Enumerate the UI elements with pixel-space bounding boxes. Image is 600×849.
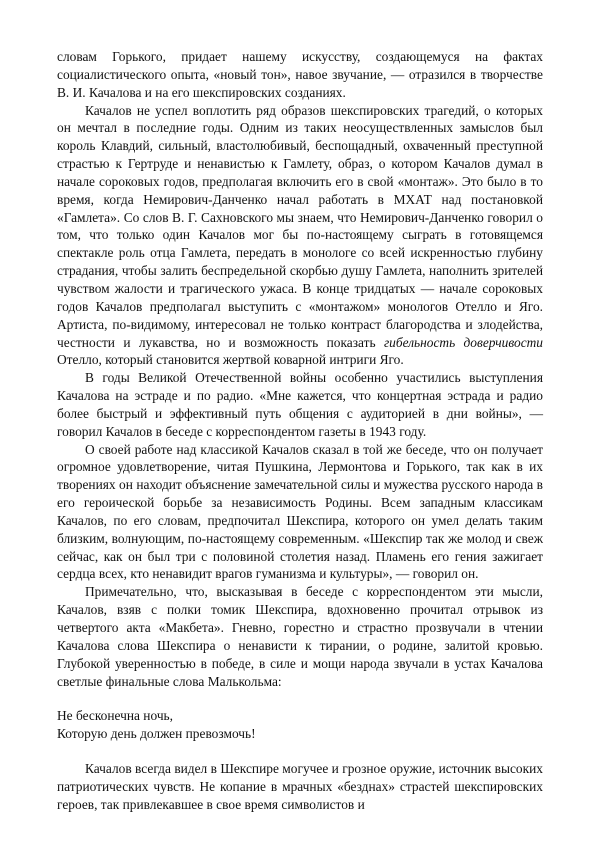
paragraph-opening: словам Горького, придает нашему искусству, создающемуся на фактах социалистического опыта, «новый тон», навое звучание, — отразился в творчестве В. И. Качалова и на его шекспировских созданиях. [57,49,543,100]
verse-quote [57,707,543,743]
verse-line: Не бесконечна ночь, [57,708,174,724]
paragraph-classics: О своей работе над классикой Качалов сказал в той же беседе, что он получает огромное удовлетворение, читая Пушкина, Лермонтова и Горького, так как в их творениях он находит объяснение замечательной силы и мужества русского народа в его героической борьбе за независимость Родины. Всем западным классикам Качалов, по его словам, предпочитал Шекспира, которого он умел делать таким близким, волнующим, по-настоящему современным. «Шекспир так же молод и свеж сейчас, как он был три с половиной столетия назад. Пламень его гения зажигает сердца всех, кто ненавидит врагов гуманизма и культуры», — говорил он. [57,441,543,582]
emphasis-text: гибельность доверчивости [383,334,544,350]
paragraph-kachalov-plans [57,102,543,370]
paragraph-text-after-emphasis: Отелло, который становится жертвой коварной интриги Яго. [57,352,404,368]
paragraph-macbeth-reading: Примечательно, что, высказывая в беседе с корреспондентом эти мысли, Качалов, взяв с полки томик Шекспира, вдохновенно прочитал отрывок из четвертого акта «Макбета». Гневно, горестно и страстно прозвучали в чтении Качалова слова Шекспира о ненависти к тирании, о родине, залитой кровью. Глубокой уверенностью в победе, в силе и мощи народа звучали в устах Качалова светлые финальные слова Малькольма: [57,584,543,689]
paragraph-text-before-emphasis: Качалов не успел воплотить ряд образов шекспировских трагедий, о которых он мечтал в последние годы. Одним из таких неосуществленных замыслов был король Клавдий, сильный, властолюбивый, беспощадный, охваченный преступной страстью к Гертруде и ненавистью к Гамлету, образ, о котором Качалов думал в начале сороковых годов, предполагая включить его в свой «монтаж». Это было в то время, когда Немирович-Данченко начал работать в МХАТ над постановкой «Гамлета». Со слов В. Г. Сахновского мы знаем, что Немирович-Данченко говорил о том, что только один Качалов мог бы по-настоящему сыграть в готовящемся спектакле роль отца Гамлета, передать в монологе со всей искренностью глубину страдания, чтобы залить беспредельной скорбью душу Гамлета, наполнить зрителей чувством жалости и трагического ужаса. В конце тридцатых — начале сороковых годов Качалов предполагал выступить с «монтажом» монологов Отелло и Яго. Артиста, по-видимому, интересовал не только контраст благородства и злодейства, честности и лукавства, но и возможность показать [57,102,543,350]
paragraph-war-years: В годы Великой Отечественной войны особенно участились выступления Качалова на эстраде и по радио. «Мне кажется, что концертная эстрада и радио более быстрый и эффективный путь общения с аудиторией в дни войны», — говорил Качалов в беседе с корреспондентом газеты в 1943 году. [57,370,543,439]
paragraph-closing: Качалов всегда видел в Шекспире могучее и грозное оружие, источник высоких патриотических чувств. Не копание в мрачных «безднах» страстей шекспировских героев, так привлекавшее в свое время символистов и [57,761,543,812]
verse-line: Которую день должен превозмочь! [57,726,256,742]
